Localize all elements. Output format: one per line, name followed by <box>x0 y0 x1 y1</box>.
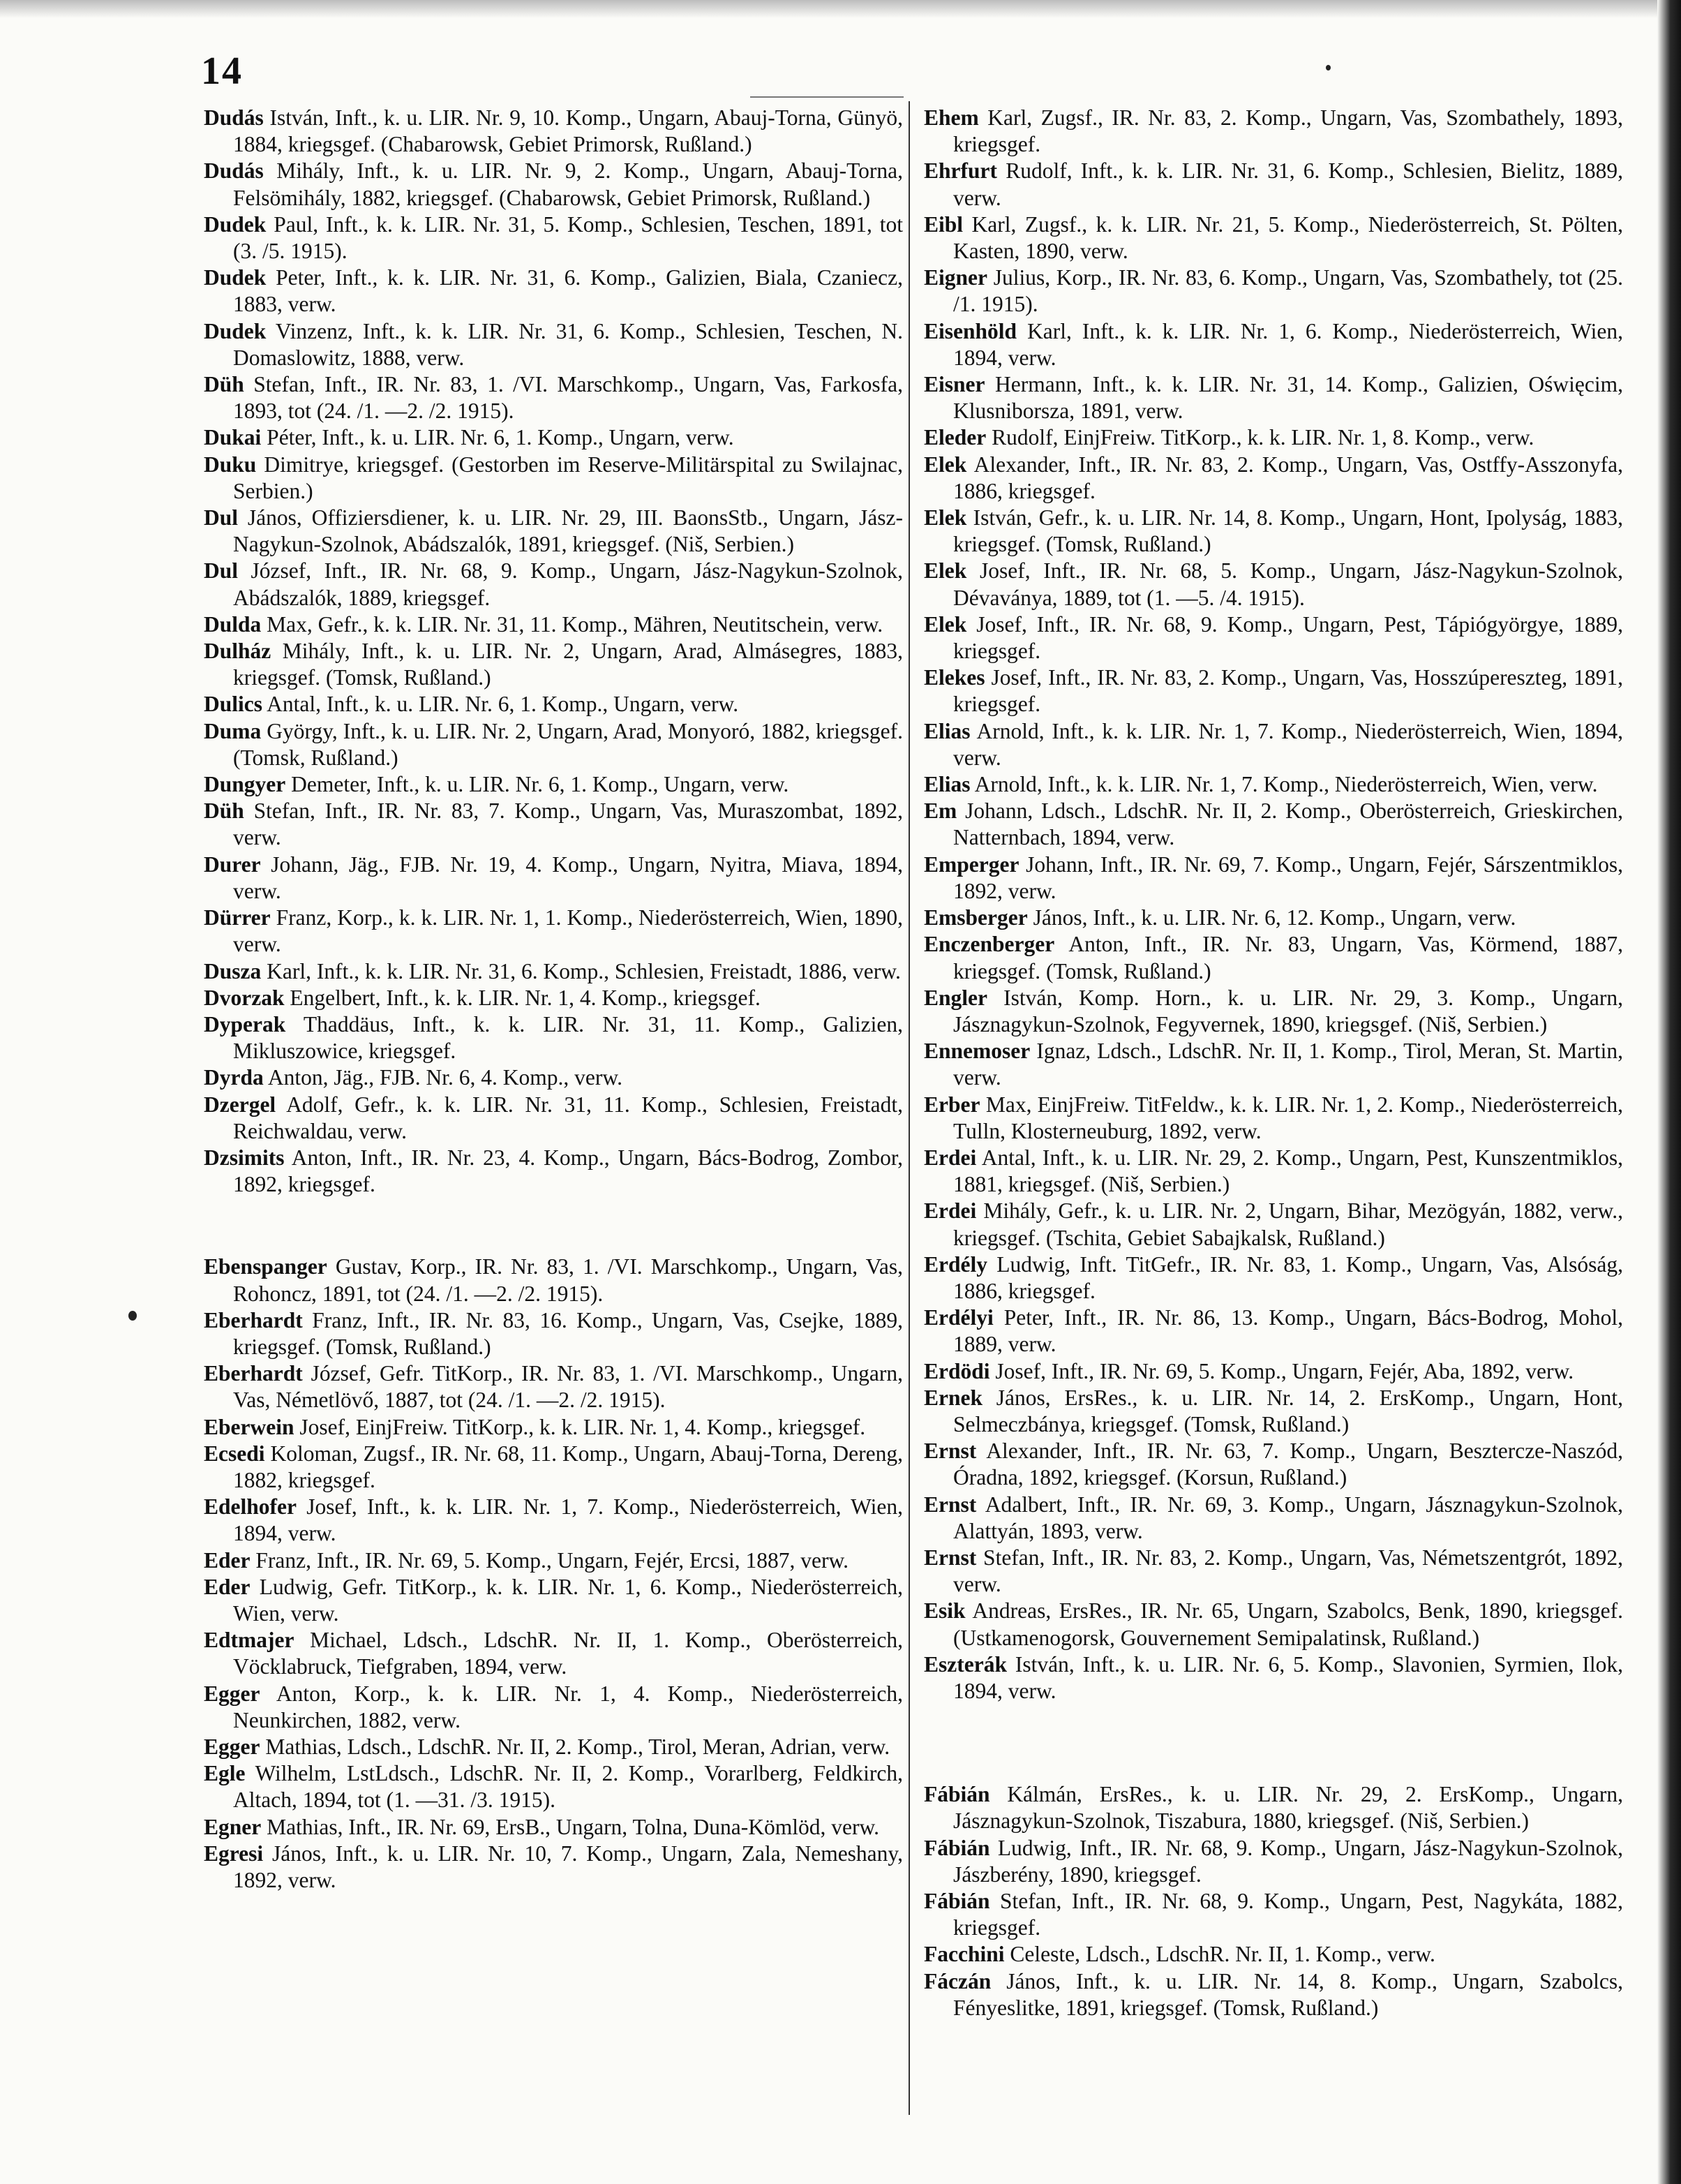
entry-surname: Dyrda <box>204 1065 264 1090</box>
header-rule <box>750 96 904 98</box>
register-entry <box>924 1598 1623 1651</box>
entry-surname: Duma <box>204 718 262 743</box>
entry-details: Rudolf, Inft., k. k. LIR. Nr. 31, 6. Komp., Schlesien, Bielitz, 1889, verw. <box>953 158 1624 210</box>
entry-surname: Elek <box>924 558 967 584</box>
entry-surname: Elek <box>924 452 967 477</box>
register-entry <box>924 265 1623 318</box>
entry-surname: Dudek <box>204 265 267 290</box>
register-entry <box>204 611 903 638</box>
entry-surname: Dungyer <box>204 772 286 797</box>
entry-surname: Erber <box>924 1092 980 1117</box>
entry-surname: Eleder <box>924 425 987 450</box>
register-entry <box>204 558 903 611</box>
entry-surname: Düh <box>204 372 244 397</box>
entry-surname: Dul <box>204 505 239 530</box>
register-entry <box>924 1198 1623 1251</box>
entry-details: Engelbert, Inft., k. k. LIR. Nr. 1, 4. Komp., kriegsgef. <box>290 985 761 1010</box>
entry-details: Karl, Zugsf., k. k. LIR. Nr. 21, 5. Komp., Niederösterreich, St. Pölten, Kasten, 1890, verw. <box>953 211 1624 264</box>
register-entry <box>204 1011 903 1064</box>
entry-details: Karl, Zugsf., IR. Nr. 83, 2. Komp., Ungarn, Vas, Szombathely, 1893, kriegsgef. <box>953 105 1624 157</box>
entry-surname: Ernst <box>924 1439 977 1464</box>
register-entry <box>924 905 1623 931</box>
entry-details: Stefan, Inft., IR. Nr. 83, 2. Komp., Ungarn, Vas, Németszentgrót, 1892, verw. <box>953 1545 1623 1597</box>
entry-details: Stefan, Inft., IR. Nr. 83, 1. /VI. Marschkomp., Ungarn, Vas, Farkosfa, 1893, tot (24. /1. —2. /2. 1915). <box>233 372 904 424</box>
entry-details: Dimitrye, kriegsgef. (Gestorben im Reserve-Militärspital zu Swilajnac, Serbien.) <box>233 452 903 503</box>
entry-details: Josef, Inft., IR. Nr. 68, 5. Komp., Ungarn, Jász-Nagykun-Szolnok, Dévaványa, 1889, tot (1. —5. /4. 1915). <box>953 558 1624 610</box>
register-entry <box>204 1574 903 1627</box>
entry-surname: Dulház <box>204 639 271 664</box>
ink-speck <box>128 1311 137 1321</box>
register-entry <box>204 1145 903 1198</box>
register-entry <box>204 905 903 958</box>
register-entry <box>924 1888 1623 1941</box>
entry-details: Josef, EinjFreiw. TitKorp., k. k. LIR. Nr. 1, 4. Komp., kriegsgef. <box>299 1414 866 1439</box>
register-entry <box>204 1841 903 1894</box>
entry-surname: Dul <box>204 558 239 584</box>
register-entry <box>924 798 1623 851</box>
register-entry <box>924 1781 1623 1834</box>
register-entry <box>204 1814 903 1841</box>
register-entry <box>204 1494 903 1547</box>
entry-details: János, Inft., k. u. LIR. Nr. 6, 12. Komp., Ungarn, verw. <box>1033 905 1516 930</box>
entry-group-f <box>924 1781 1623 2021</box>
entry-details: Stefan, Inft., IR. Nr. 68, 9. Komp., Ungarn, Pest, Nagykáta, 1882, kriegsgef. <box>953 1889 1623 1940</box>
entry-surname: Esik <box>924 1598 966 1624</box>
register-entry <box>204 1092 903 1145</box>
register-entry <box>924 1092 1623 1145</box>
entry-details: Johann, Jäg., FJB. Nr. 19, 4. Komp., Ungarn, Nyitra, Miava, 1894, verw. <box>233 852 904 903</box>
register-entry <box>204 1307 903 1360</box>
entry-details: Adolf, Gefr., k. k. LIR. Nr. 31, 11. Komp., Schlesien, Freistadt, Reichwaldau, verw. <box>233 1092 903 1143</box>
register-entry <box>924 1651 1623 1704</box>
register-entry <box>204 771 903 798</box>
entry-details: Arnold, Inft., k. k. LIR. Nr. 1, 7. Komp., Niederösterreich, Wien, 1894, verw. <box>953 718 1624 770</box>
register-entry <box>924 318 1623 371</box>
entry-surname: Eszterák <box>924 1651 1007 1677</box>
column-divider <box>909 101 910 2115</box>
register-entry <box>204 1064 903 1091</box>
register-entry <box>204 638 903 691</box>
entry-details: Julius, Korp., IR. Nr. 83, 6. Komp., Ungarn, Vas, Szombathely, tot (25. /1. 1915). <box>953 265 1624 317</box>
page-number: 14 <box>201 50 243 93</box>
entry-surname: Elias <box>924 772 971 797</box>
register-entry <box>204 505 903 558</box>
entry-details: János, ErsRes., k. u. LIR. Nr. 14, 2. ErsKomp., Ungarn, Hont, Selmeczbánya, kriegsgef. (Tomsk, Rußland.) <box>953 1385 1623 1436</box>
register-entry <box>204 1547 903 1574</box>
register-entry <box>204 105 903 158</box>
entry-surname: Ernst <box>924 1492 977 1517</box>
entry-surname: Dudás <box>204 105 264 130</box>
entry-surname: Dzergel <box>204 1092 276 1117</box>
entry-surname: Eberhardt <box>204 1307 303 1332</box>
entry-details: Ignaz, Ldsch., LdschR. Nr. II, 1. Komp., Tirol, Meran, St. Martin, verw. <box>953 1039 1623 1090</box>
entry-surname: Elek <box>924 505 967 530</box>
entry-surname: Dudek <box>204 211 267 237</box>
entry-surname: Dudek <box>204 318 267 343</box>
entry-surname: Egner <box>204 1814 262 1839</box>
register-entry <box>204 718 903 771</box>
entry-surname: Düh <box>204 798 244 824</box>
entry-details: Johann, Ldsch., LdschR. Nr. II, 2. Komp., Oberösterreich, Grieskirchen, Natternbach, 1894, verw. <box>953 798 1624 850</box>
entry-details: Karl, Inft., k. k. LIR. Nr. 31, 6. Komp., Schlesien, Freistadt, 1886, verw. <box>267 958 901 983</box>
register-entry <box>924 1941 1623 1968</box>
entry-details: Johann, Inft., IR. Nr. 69, 7. Komp., Ungarn, Fejér, Sárszentmiklos, 1892, verw. <box>953 852 1623 903</box>
entry-details: Andreas, ErsRes., IR. Nr. 65, Ungarn, Szabolcs, Benk, 1890, kriegsgef. (Ustkamenogorsk, Gouvernement Semipalatinsk, Rußland.) <box>953 1598 1623 1650</box>
register-entry <box>924 452 1623 505</box>
entry-details: Josef, Inft., IR. Nr. 69, 5. Komp., Ungarn, Fejér, Aba, 1892, verw. <box>995 1358 1574 1383</box>
entry-surname: Eberhardt <box>204 1361 303 1386</box>
entry-surname: Eigner <box>924 265 987 290</box>
register-entry <box>204 1627 903 1680</box>
register-entry <box>204 371 903 424</box>
entry-details: Franz, Inft., IR. Nr. 69, 5. Komp., Ungarn, Fejér, Ercsi, 1887, verw. <box>255 1547 849 1573</box>
register-entry <box>204 691 903 718</box>
entry-details: János, Offiziersdiener, k. u. LIR. Nr. 29, III. BaonsStb., Ungarn, Jász-Nagykun-Szolnok, Abádszalók, 1891, kriegsgef. (Niš, Serbien.) <box>233 505 904 557</box>
entry-surname: Erdödi <box>924 1358 990 1383</box>
entry-details: György, Inft., k. u. LIR. Nr. 2, Ungarn, Arad, Monyoró, 1882, kriegsgef. (Tomsk, Rußland.) <box>233 718 903 770</box>
entry-surname: Enczenberger <box>924 932 1055 957</box>
entry-surname: Eisner <box>924 372 985 397</box>
entry-details: Anton, Korp., k. k. LIR. Nr. 1, 4. Komp., Niederösterreich, Neunkirchen, 1882, verw. <box>233 1681 903 1732</box>
entry-details: Anton, Jäg., FJB. Nr. 6, 4. Komp., verw. <box>267 1065 622 1090</box>
entry-surname: Egresi <box>204 1841 264 1866</box>
register-entry <box>204 1681 903 1734</box>
scan-top-edge <box>0 0 1681 18</box>
entry-details: Koloman, Zugsf., IR. Nr. 68, 11. Komp., Ungarn, Abauj-Torna, Dereng, 1882, kriegsgef. <box>233 1441 903 1492</box>
register-entry <box>924 611 1623 664</box>
register-entry <box>924 1038 1623 1091</box>
register-entry <box>204 211 903 265</box>
entry-details: Max, EinjFreiw. TitFeldw., k. k. LIR. Nr. 1, 2. Komp., Niederösterreich, Tulln, Klosterneuburg, 1892, verw. <box>953 1092 1624 1143</box>
entry-surname: Ernek <box>924 1385 983 1410</box>
entry-details: Franz, Inft., IR. Nr. 83, 16. Komp., Ungarn, Vas, Csejke, 1889, kriegsgef. (Tomsk, Rußland.) <box>233 1307 903 1359</box>
register-entry <box>204 1734 903 1760</box>
entry-details: Wilhelm, LstLdsch., LdschR. Nr. II, 2. Komp., Vorarlberg, Feldkirch, Altach, 1894, tot (1. —31. /3. 1915). <box>233 1761 904 1813</box>
register-entry <box>924 852 1623 905</box>
entry-surname: Erdély <box>924 1251 987 1277</box>
entry-surname: Ehem <box>924 105 979 130</box>
entry-details: Josef, Inft., k. k. LIR. Nr. 1, 7. Komp., Niederösterreich, Wien, 1894, verw. <box>233 1494 904 1546</box>
entry-details: Mathias, Ldsch., LdschR. Nr. II, 2. Komp., Tirol, Meran, Adrian, verw. <box>265 1734 890 1759</box>
entry-details: Anton, Inft., IR. Nr. 83, Ungarn, Vas, Körmend, 1887, kriegsgef. (Tomsk, Rußland.) <box>953 932 1623 983</box>
entry-surname: Egger <box>204 1734 260 1759</box>
register-entry <box>924 985 1623 1038</box>
entry-surname: Erdei <box>924 1145 977 1170</box>
entry-details: Kálmán, ErsRes., k. u. LIR. Nr. 29, 2. ErsKomp., Ungarn, Jásznagykun-Szolnok, Tiszabura, 1880, kriegsgef. (Niš, Serbien.) <box>953 1782 1623 1834</box>
entry-surname: Emsberger <box>924 905 1028 930</box>
entry-details: József, Gefr. TitKorp., IR. Nr. 83, 1. /VI. Marschkomp., Ungarn, Vas, Németlövő, 1887, tot (24. /1. —2. /2. 1915). <box>233 1361 904 1413</box>
register-entry <box>204 1414 903 1441</box>
register-entry <box>204 1254 903 1307</box>
entry-surname: Ernst <box>924 1545 977 1570</box>
entry-details: Mathias, Inft., IR. Nr. 69, ErsB., Ungarn, Tolna, Duna-Kömlöd, verw. <box>267 1814 880 1839</box>
register-entry <box>924 158 1623 211</box>
entry-surname: Dulda <box>204 611 262 637</box>
ink-speck <box>1326 65 1331 70</box>
register-entry <box>924 1145 1623 1198</box>
entry-details: Alexander, Inft., IR. Nr. 63, 7. Komp., Ungarn, Besztercze-Naszód, Óradna, 1892, kriegsgef. (Korsun, Rußland.) <box>953 1439 1623 1490</box>
entry-details: Ludwig, Inft., IR. Nr. 68, 9. Komp., Ungarn, Jász-Nagykun-Szolnok, Jászberény, 1890, kriegsgef. <box>953 1835 1624 1887</box>
entry-surname: Erdei <box>924 1198 977 1224</box>
entry-surname: Facchini <box>924 1942 1005 1967</box>
entry-details: Thaddäus, Inft., k. k. LIR. Nr. 31, 11. Komp., Galizien, Mikluszowice, kriegsgef. <box>233 1011 903 1064</box>
entry-details: Peter, Inft., IR. Nr. 86, 13. Komp., Ungarn, Bács-Bodrog, Mohol, 1889, verw. <box>953 1305 1623 1357</box>
entry-surname: Dusza <box>204 958 262 983</box>
entry-details: Paul, Inft., k. k. LIR. Nr. 31, 5. Komp., Schlesien, Teschen, 1891, tot (3. /5. 1915). <box>233 211 903 264</box>
register-entry <box>924 1968 1623 2021</box>
register-entry <box>204 452 903 505</box>
register-entry <box>924 1835 1623 1888</box>
left-column <box>204 105 903 1894</box>
entry-surname: Ehrfurt <box>924 158 997 184</box>
register-entry <box>924 1358 1623 1385</box>
entry-details: Franz, Korp., k. k. LIR. Nr. 1, 1. Komp., Niederösterreich, Wien, 1890, verw. <box>233 905 904 957</box>
entry-surname: Egger <box>204 1681 260 1706</box>
register-entry <box>204 1441 903 1494</box>
register-entry <box>924 771 1623 798</box>
register-entry <box>204 265 903 318</box>
entry-details: Michael, Ldsch., LdschR. Nr. II, 1. Komp., Oberösterreich, Vöcklabruck, Tiefgraben, 1894, verw. <box>233 1628 904 1679</box>
entry-surname: Elek <box>924 611 967 637</box>
register-entry <box>924 1305 1623 1358</box>
entry-surname: Fáczán <box>924 1968 992 1993</box>
entry-surname: Eibl <box>924 211 964 237</box>
entry-surname: Eder <box>204 1574 251 1599</box>
entry-group-e <box>924 105 1623 1704</box>
entry-details: István, Inft., k. u. LIR. Nr. 6, 5. Komp., Slavonien, Syrmien, Ilok, 1894, verw. <box>953 1651 1623 1703</box>
register-entry <box>924 1385 1623 1438</box>
register-entry <box>924 558 1623 611</box>
entry-details: János, Inft., k. u. LIR. Nr. 10, 7. Komp., Ungarn, Zala, Nemeshany, 1892, verw. <box>233 1841 903 1892</box>
entry-details: Antal, Inft., k. u. LIR. Nr. 29, 2. Komp., Ungarn, Pest, Kunszentmiklos, 1881, kriegsgef. (Niš, Serbien.) <box>953 1145 1624 1197</box>
entry-surname: Eberwein <box>204 1414 294 1439</box>
entry-surname: Dudás <box>204 158 264 184</box>
entry-surname: Egle <box>204 1761 246 1786</box>
entry-details: Ludwig, Inft. TitGefr., IR. Nr. 83, 1. Komp., Ungarn, Vas, Alsóság, 1886, kriegsgef. <box>953 1251 1624 1303</box>
register-entry <box>924 718 1623 771</box>
entry-surname: Ennemoser <box>924 1039 1031 1064</box>
entry-details: József, Inft., IR. Nr. 68, 9. Komp., Ungarn, Jász-Nagykun-Szolnok, Abádszalók, 1889, kriegsgef. <box>233 558 903 610</box>
entry-details: Anton, Inft., IR. Nr. 23, 4. Komp., Ungarn, Bács-Bodrog, Zombor, 1892, kriegsgef. <box>233 1145 903 1197</box>
entry-surname: Dyperak <box>204 1011 286 1037</box>
entry-surname: Eder <box>204 1547 251 1573</box>
entry-details: Demeter, Inft., k. u. LIR. Nr. 6, 1. Komp., Ungarn, verw. <box>291 772 789 797</box>
entry-details: Vinzenz, Inft., k. k. LIR. Nr. 31, 6. Komp., Schlesien, Teschen, N. Domaslowitz, 1888, verw. <box>233 318 903 370</box>
entry-surname: Dukai <box>204 425 262 450</box>
register-entry <box>924 1545 1623 1598</box>
entry-details: Adalbert, Inft., IR. Nr. 69, 3. Komp., Ungarn, Jásznagykun-Szolnok, Alattyán, 1893, verw. <box>953 1492 1623 1543</box>
entry-surname: Ebenspanger <box>204 1254 327 1279</box>
entry-details: Karl, Inft., k. k. LIR. Nr. 1, 6. Komp., Niederösterreich, Wien, 1894, verw. <box>953 318 1624 370</box>
register-entry <box>204 424 903 451</box>
register-entry <box>924 1492 1623 1545</box>
register-entry <box>924 664 1623 718</box>
register-entry <box>204 798 903 851</box>
register-entry <box>924 371 1623 424</box>
entry-details: Mihály, Inft., k. u. LIR. Nr. 9, 2. Komp., Ungarn, Abauj-Torna, Felsömihály, 1882, kriegsgef. (Chabarowsk, Gebiet Primorsk, Rußland.) <box>233 158 904 210</box>
entry-surname: Elekes <box>924 665 985 690</box>
entry-details: Josef, Inft., IR. Nr. 68, 9. Komp., Ungarn, Pest, Tápiógyörgye, 1889, kriegsgef. <box>953 611 1623 664</box>
entry-surname: Engler <box>924 985 987 1010</box>
entry-surname: Eisenhöld <box>924 318 1017 343</box>
entry-details: Antal, Inft., k. u. LIR. Nr. 6, 1. Komp., Ungarn, verw. <box>267 692 739 717</box>
register-entry <box>924 1438 1623 1491</box>
entry-details: Gustav, Korp., IR. Nr. 83, 1. /VI. Marschkomp., Ungarn, Vas, Rohoncz, 1891, tot (24. /1. —2. /2. 1915). <box>233 1254 903 1306</box>
entry-surname: Fábián <box>924 1835 990 1860</box>
entry-details: János, Inft., k. u. LIR. Nr. 14, 8. Komp., Ungarn, Szabolcs, Fényeslitke, 1891, kriegsgef. (Tomsk, Rußland.) <box>953 1968 1624 2020</box>
entry-details: Stefan, Inft., IR. Nr. 83, 7. Komp., Ungarn, Vas, Muraszombat, 1892, verw. <box>233 798 904 850</box>
entry-details: Max, Gefr., k. k. LIR. Nr. 31, 11. Komp., Mähren, Neutitschein, verw. <box>267 611 883 637</box>
register-entry <box>204 1760 903 1813</box>
register-entry <box>924 1251 1623 1305</box>
entry-details: Mihály, Gefr., k. u. LIR. Nr. 2, Ungarn, Bihar, Mezögyán, 1882, verw., kriegsgef. (Tschita, Gebiet Sabajkalsk, Rußland.) <box>953 1198 1623 1250</box>
entry-surname: Duku <box>204 452 257 477</box>
register-entry <box>204 158 903 211</box>
entry-surname: Dzsimits <box>204 1145 285 1170</box>
register-entry <box>924 505 1623 558</box>
register-entry <box>204 958 903 985</box>
right-column <box>924 105 1623 2021</box>
register-entry <box>924 211 1623 265</box>
entry-details: István, Inft., k. u. LIR. Nr. 9, 10. Komp., Ungarn, Abauj-Torna, Günyö, 1884, kriegsgef. (Chabarowsk, Gebiet Primorsk, Rußland.) <box>233 105 903 157</box>
entry-surname: Dvorzak <box>204 985 285 1010</box>
entry-details: Rudolf, EinjFreiw. TitKorp., k. k. LIR. Nr. 1, 8. Komp., verw. <box>992 425 1534 450</box>
entry-surname: Durer <box>204 852 261 877</box>
entry-surname: Elias <box>924 718 971 743</box>
register-entry <box>204 318 903 371</box>
register-entry <box>924 424 1623 451</box>
entry-details: Mihály, Inft., k. u. LIR. Nr. 2, Ungarn, Arad, Almásegres, 1883, kriegsgef. (Tomsk, Rußland.) <box>233 639 903 690</box>
entry-surname: Fábián <box>924 1889 990 1913</box>
scan-right-edge <box>1657 0 1681 2184</box>
entry-group-d <box>204 105 903 1198</box>
section-gap <box>924 1704 1623 1781</box>
section-gap <box>204 1198 903 1254</box>
entry-group-e <box>204 1254 903 1894</box>
entry-details: István, Gefr., k. u. LIR. Nr. 14, 8. Komp., Ungarn, Hont, Ipolyság, 1883, kriegsgef. (Tomsk, Rußland.) <box>953 505 1623 557</box>
register-entry <box>924 931 1623 984</box>
entry-surname: Edelhofer <box>204 1494 297 1520</box>
entry-details: Josef, Inft., IR. Nr. 83, 2. Komp., Ungarn, Vas, Hosszúpereszteg, 1891, kriegsgef. <box>953 665 1623 717</box>
entry-details: Arnold, Inft., k. k. LIR. Nr. 1, 7. Komp., Niederösterreich, Wien, verw. <box>974 772 1598 797</box>
register-entry <box>204 985 903 1011</box>
register-entry <box>924 105 1623 158</box>
register-entry <box>204 852 903 905</box>
entry-surname: Fábián <box>924 1782 990 1807</box>
entry-details: Péter, Inft., k. u. LIR. Nr. 6, 1. Komp., Ungarn, verw. <box>267 425 734 450</box>
entry-surname: Em <box>924 798 957 824</box>
register-entry <box>204 1360 903 1413</box>
entry-details: István, Komp. Horn., k. u. LIR. Nr. 29, 3. Komp., Ungarn, Jásznagykun-Szolnok, Fegyvernek, 1890, kriegsgef. (Niš, Serbien.) <box>953 985 1624 1037</box>
entry-details: Celeste, Ldsch., LdschR. Nr. II, 1. Komp., verw. <box>1010 1942 1435 1967</box>
entry-details: Alexander, Inft., IR. Nr. 83, 2. Komp., Ungarn, Vas, Ostffy-Asszonyfa, 1886, kriegsgef. <box>953 452 1623 503</box>
entry-details: Peter, Inft., k. k. LIR. Nr. 31, 6. Komp., Galizien, Biala, Czaniecz, 1883, verw. <box>233 265 903 317</box>
entry-surname: Emperger <box>924 852 1019 877</box>
entry-surname: Ecsedi <box>204 1441 265 1466</box>
entry-surname: Erdélyi <box>924 1305 994 1330</box>
entry-surname: Dürrer <box>204 905 271 930</box>
entry-surname: Edtmajer <box>204 1628 294 1653</box>
entry-surname: Dulics <box>204 692 263 717</box>
entry-details: Hermann, Inft., k. k. LIR. Nr. 31, 14. Komp., Galizien, Oświęcim, Klusniborsza, 1891, verw. <box>953 372 1623 424</box>
entry-details: Ludwig, Gefr. TitKorp., k. k. LIR. Nr. 1, 6. Komp., Niederösterreich, Wien, verw. <box>233 1574 904 1626</box>
